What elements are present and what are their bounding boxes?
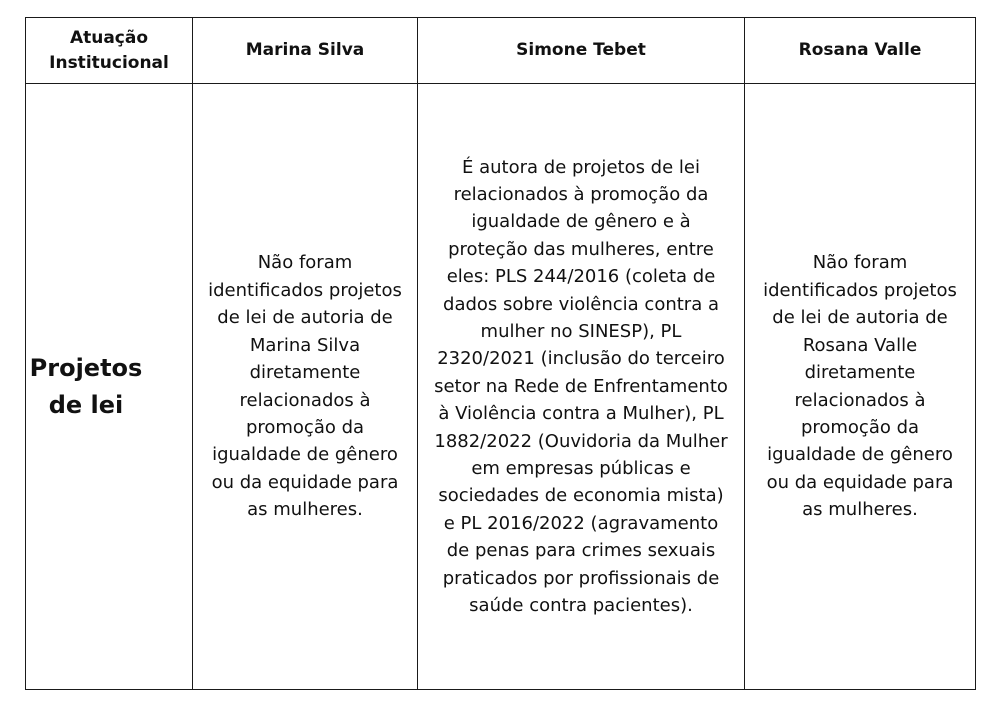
row-label-text: Projetos de lei bbox=[29, 353, 143, 419]
comparison-table bbox=[25, 17, 976, 690]
row-label-projetos-de-lei bbox=[26, 84, 193, 690]
header-atuacao-institucional: Atuação Institucional bbox=[26, 18, 193, 84]
cell-rosana-valle bbox=[745, 84, 976, 690]
header-simone-tebet: Simone Tebet bbox=[418, 18, 745, 84]
header-marina-silva: Marina Silva bbox=[193, 18, 418, 84]
cell-text: Não foram identificados projetos de lei de autoria de Rosana Valle diretamente relacionados à promoção da igualdade de gênero ou da equidade para as mulheres. bbox=[763, 252, 957, 521]
header-row bbox=[26, 18, 976, 84]
header-rosana-valle: Rosana Valle bbox=[745, 18, 976, 84]
table-row bbox=[26, 84, 976, 690]
cell-text: Não foram identificados projetos de lei de autoria de Marina Silva diretamente relacionados à promoção da igualdade de gênero ou da equidade para as mulheres. bbox=[208, 252, 402, 521]
cell-marina-silva bbox=[193, 84, 418, 690]
cell-simone-tebet bbox=[418, 84, 745, 690]
cell-text: É autora de projetos de lei relacionados à promoção da igualdade de gênero e à proteção das mulheres, entre eles: PLS 244/2016 (coleta de dados sobre violência contra a mulher no SINESP), PL 2320/2021 (inclusão do terceiro setor na Rede de Enfrentamento à Violência contra a Mulher), PL 1882/2022 (Ouvidoria da Mulher em empresas públicas e sociedades de economia mista) e PL 2016/2022 (agravamento de penas para crimes sexuais praticados por profissionais de saúde contra pacientes). bbox=[434, 156, 728, 617]
